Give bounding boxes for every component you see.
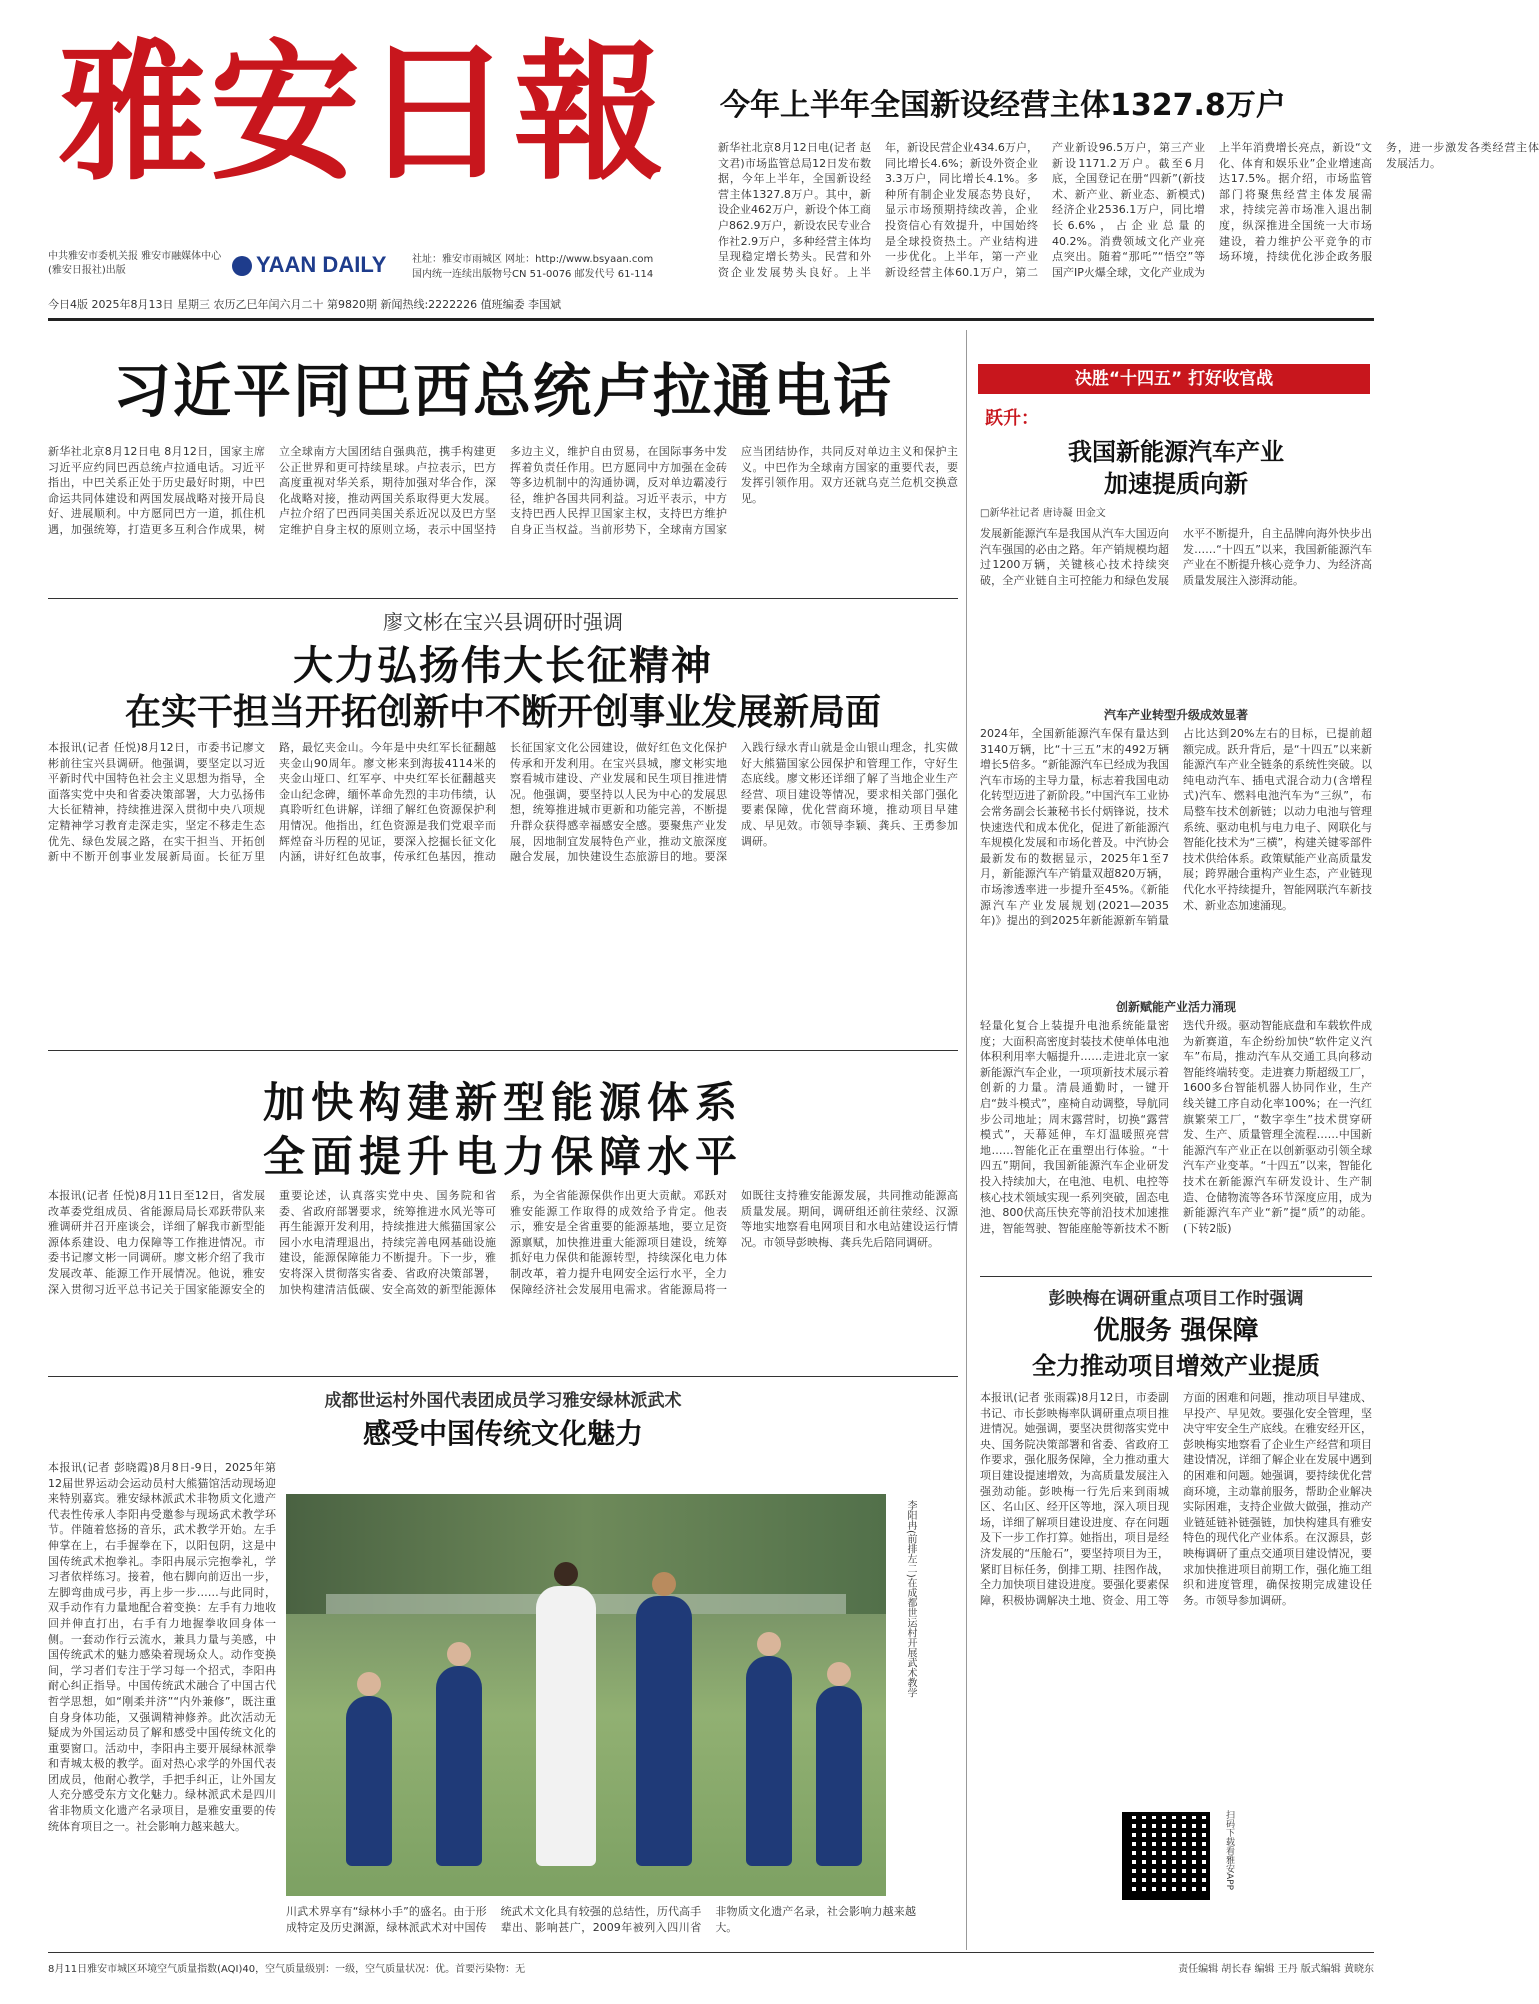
story2-text: 本报讯(记者 任悦)8月12日，市委书记廖文彬前往宝兴县调研。他强调，要坚定以习近平新时代中国特色社会主义思想为指导，全面落实党中央和省委决策部署，大力弘扬伟大长征精神，持续推进深入贯彻中央八项规定精神学习教育走深走实，坚定不移走生态优先、绿色发展之路，在实干担当、开拓创新中不断开创事业发展新局面。长征万里路，最忆夹金山。今年是中央红军长征翻越夹金山90周年。廖文彬来到海拔4114米的夹金山垭口、红军亭、中央红军长征翻越夹金山纪念碑，缅怀革命先烈的丰功伟绩，认真聆听红色讲解，详细了解红色资源保护利用情况。他指出，红色资源是我们党艰辛而辉煌奋斗历程的见证，要深入挖掘长征文化内涵，讲好红色故事，传承红色基因，推动长征国家文化公园建设，做好红色文化保护传承和开发利用。在宝兴县城，廖文彬实地察看城市建设、产业发展和民生项目推进情况。他强调，要坚持以人民为中心的发展思想，统筹推进城市更新和功能完善，不断提升群众获得感幸福感安全感。要聚焦产业发展，因地制宜发展特色产业，推动文旅深度融合发展，加快建设生态旅游目的地。要深入践行绿水青山就是金山银山理念，扎实做好大熊猫国家公园保护和管理工作，守好生态底线。廖文彬还详细了解了当地企业生产经营、项目建设等情况，要求相关部门强化要素保障，优化营商环境，推动项目早建成、早见效。市领导李颖、龚兵、王勇参加调研。 [48,741,958,864]
lead-text: 新华社北京8月12日电 8月12日，国家主席习近平应约同巴西总统卢拉通电话。习近平指出，中巴关系正处于历史最好时期，中巴命运共同体建设和两国发展战略对接开局良好、进展顺利。中方愿同巴方一道，抓住机遇，加强统筹，打造更多互利合作成果，树立全球南方大国团结自强典范，携手构建更公正世界和更可持续星球。卢拉表示，巴方高度重视对华关系，期待加强对华合作，深化战略对接，推动两国关系取得更大发展。卢拉介绍了巴西同美国关系近况以及巴方坚定维护自身主权的原则立场，表示中国坚持多边主义，维护自由贸易，在国际事务中发挥着负责任作用。巴方愿同中方加强在金砖等多边机制中的沟通协调，反对单边霸凌行径，维护各国共同利益。习近平表示，中方支持巴西人民捍卫国家主权，支持巴方维护自身正当权益。当前形势下，全球南方国家应当团结协作，共同反对单边主义和保护主义。中巴作为全球南方国家的重要代表，要发挥引领作用。双方还就乌克兰危机交换意见。 [48,445,958,536]
brand-english [232,252,386,278]
brand-globe-icon [232,256,252,276]
top-story-headline: 今年上半年全国新设经营主体1327.8万户 [720,88,1286,123]
publication-info [412,252,712,282]
publication-info-line2: 国内统一连续出版物号CN 51-0076 邮发代号 61-114 [412,269,654,280]
story2-divider [48,1050,958,1051]
photo-person-head [357,1672,381,1696]
qr-code[interactable] [1122,1812,1210,1900]
photo-person-head [652,1572,676,1596]
top-story-text: 新华社北京8月12日电(记者 赵文君)市场监管总局12日发布数据，今年上半年，全国新设经营主体1327.8万户。其中，新设企业462万户，新设个体工商户862.9万户，新设农民专业合作社2.9万户，多种经营主体均呈现稳定增长势头。民营和外资企业发展势头良好。上半年，新设民营企业434.6万户，同比增长4.6%；新设外资企业3.3万户，同比增长4.1%。多种所有制企业发展态势良好，显示市场预期持续改善，企业投资信心有效提升，中国始终是全球投资热土。产业结构进一步优化。上半年，第一产业新设经营主体60.1万户，第二产业新设96.5万户，第三产业新设1171.2万户。截至6月底，全国登记在册“四新”(新技术、新产业、新业态、新模式)经济企业2536.1万户，同比增长6.6%，占企业总量的40.2%。消费领域文化产业亮点突出。随着“那吒”“悟空”等国产IP火爆全球，文化产业成为上半年消费增长亮点，新设“文化、体育和娱乐业”企业增速高达17.5%。据介绍，市场监管部门将聚焦经营主体发展需求，持续完善市场准入退出制度，纵深推进全国统一大市场建设，着力维护公平竞争的市场环境，持续优化涉企政务服务，进一步激发各类经营主体发展活力。 [718,141,1539,279]
photo-caption-bottom: 川武术界享有“绿林小手”的盛名。由于形成特定及历史渊源，绿林派武术对中国传统武术文化具有较强的总结性，历代高手辈出、影响甚广，2009年被列入四川省非物质文化遗产名录，社会影响力越来越大。 [286,1905,916,1934]
footer-divider [48,1952,1374,1953]
photo-person [746,1656,792,1866]
photo-person-head [757,1632,781,1656]
footer-editors: 责任编辑 胡长春 编辑 王丹 版式编辑 黄晓东 [1178,1964,1374,1975]
story5-text: 本报讯(记者 张雨霖)8月12日，市委副书记、市长彭映梅率队调研重点项目推进情况。她强调，要坚决贯彻落实党中央、国务院决策部署和省委、省政府工作要求，强化服务保障，全力推动重大项目建设提速增效，为高质量发展注入强劲动能。彭映梅一行先后来到雨城区、名山区、经开区等地，深入项目现场，详细了解项目建设进度、存在问题及下一步工作打算。她指出，项目是经济发展的“压舱石”，要坚持项目为王，紧盯目标任务，倒排工期、挂图作战，全力加快项目建设进度。要强化要素保障，积极协调解决土地、资金、用工等方面的困难和问题，推动项目早建成、早投产、早见效。要强化安全管理，坚决守牢安全生产底线。在雅安经开区，彭映梅实地察看了企业生产经营和项目建设情况，详细了解企业在发展中遇到的困难和问题。她强调，要持续优化营商环境，主动靠前服务，帮助企业解决实际困难，支持企业做大做强，推动产业链延链补链强链，加快构建具有雅安特色的现代化产业体系。在汉源县，彭映梅调研了重点交通项目建设情况，要求加快推进项目前期工作，强化施工组织和进度管理，确保按期完成建设任务。市领导参加调研。 [980,1391,1372,1607]
right-divider [980,1276,1372,1277]
story3-headline-1: 加快构建新型能源体系 [262,1078,743,1127]
right-subhead-1: 汽车产业转型升级成效显著 [1103,708,1248,722]
right-text-3: 轻量化复合上装提升电池系统能量密度；大面积高密度封装技术使单体电池体积利用率大幅提升……走进北京一家新能源汽车企业，一项项新技术展示着创新的力量。清晨通勤时，一键开启“鼓斗模式”，座椅自动调整，导航同步公司地址；周末露营时，切换“露营模式”，天幕延伸，车灯温暖照亮营地……智能化正在重塑出行体验。“十四五”期间，我国新能源汽车企业研发投入持续加大，在电池、电机、电控等核心技术领域实现一系列突破，固态电池、800伏高压快充等前沿技术加速推进，智能驾驶、智能座舱等新技术不断迭代升级。驱动智能底盘和车载软件成为新赛道，车企纷纷加快“软件定义汽车”布局，推动汽车从交通工具向移动智能终端转变。走进赛力斯超级工厂，1600多台智能机器人协同作业，生产线关键工序自动化率100%；在一汽红旗繁荣工厂，“数字孪生”技术贯穿研发、生产、质量管理全流程……中国新能源汽车产业正在以创新驱动引领全球汽车产业变革。“十四五”以来，智能化技术在新能源汽车研发设计、生产制造、仓储物流等各环节深度应用，成为新能源汽车产业“新”提“质”的动能。(下转2版) [980,1019,1372,1235]
photo-person [346,1696,392,1866]
lead-headline: 习近平同巴西总统卢拉通电话 [112,357,893,425]
photo-instructor [536,1586,596,1866]
publication-info-line1: 社址：雅安市雨城区 网址：http://www.bsyaan.com [412,254,654,265]
lead-divider [48,598,958,599]
photo-person-head [447,1642,471,1666]
story4-headline: 感受中国传统文化魅力 [362,1417,643,1450]
photo-person [436,1666,482,1866]
story2-headline-2: 在实干担当开拓创新中不断开创事业发展新局面 [124,692,881,733]
section-banner: 决胜“十四五” 打好收官战 [978,364,1370,394]
photo-person-head [827,1662,851,1686]
series-label: 跃升： [985,408,1039,429]
brand-english-text: YAAN DAILY [256,252,387,277]
right-text-1: 发展新能源汽车是我国从汽车大国迈向汽车强国的必由之路。年产销规模均超过1200万辆，关键核心技术持续突破，全产业链自主可控能力和绿色发展水平不断提升，自主品牌向海外快步出发……“十四五”以来，我国新能源汽车产业在不断提升核心竞争力、为经济高质量发展注入澎湃动能。 [980,527,1372,587]
martial-arts-photo [286,1494,886,1896]
story2-kicker: 廖文彬在宝兴县调研时强调 [383,610,623,634]
masthead-logo: 雅安日報 [58,25,667,201]
right-subhead-2: 创新赋能产业活力涌现 [1115,1000,1236,1014]
footer-weather: 8月11日雅安市城区环境空气质量指数(AQI)40，空气质量级别：一级，空气质量状况：优。首要污染物：无 [48,1964,526,1975]
masthead-sponsor: 中共雅安市委机关报 雅安市融媒体中心(雅安日报社)出版 [48,251,222,276]
right-headline-1: 我国新能源汽车产业 [1068,438,1284,466]
story5-kicker: 彭映梅在调研重点项目工作时强调 [1048,1289,1304,1309]
photo-caption-side: 李阳冉(前排左二)在成都世运村开展武术教学 [905,1500,916,1698]
right-byline: □新华社记者 唐诗凝 田金文 [980,508,1106,519]
story5-headline-1: 优服务 强保障 [1093,1316,1259,1346]
right-headline-2: 加速提质向新 [1104,470,1248,498]
column-divider [966,330,967,1950]
footer [48,1960,1374,1975]
story4-text: 本报讯(记者 彭晓霞)8月8日-9日，2025年第12届世界运动会运动员村大熊猫馆活动现场迎来特别嘉宾。雅安绿林派武术非物质文化遗产代表性传承人李阳冉受邀参与现场武术教学环节。伴随着悠扬的音乐，武术教学开始。左手伸掌在上，右手握拳在下，以阳包阴，这是中国传统武术抱拳礼。李阳冉展示完抱拳礼，学习者依样练习。接着，他右脚向前迈出一步，左脚弯曲成弓步，再上步一步……与此同时，双手动作有力量地配合着变换：左手有力地收回并伸直打出，右手有力地握拳收回身体一侧。一套动作行云流水，兼具力量与美感，中国传统武术的魅力感染着现场众人。动作变换间，学习者们专注于学习每一个招式，李阳冉耐心纠正指导。中国传统武术融合了中国古代哲学思想，如“刚柔并济”“内外兼修”，既注重自身身体功能，又强调精神修养。此次活动无疑成为外国运动员了解和感受中国传统文化的重要窗口。活动中，李阳冉主要开展绿林派拳和青城太极的教学。面对热心求学的外国代表团成员，他耐心教学，手把手纠正，让外国友人充分感受东方文化魅力。绿林派武术是四川省非物质文化遗产名录项目，是雅安重要的传统体育项目之一。社会影响力越来越大。 [48,1461,276,1833]
story3-headline-2: 全面提升电力保障水平 [262,1132,743,1181]
date-line: 今日4版 2025年8月13日 星期三 农历乙巳年闰六月二十 第9820期 新闻热线:2222226 值班编委 李国斌 [48,298,562,311]
masthead-divider [48,318,1374,321]
qr-caption: 扫码下载看雅安APP [1224,1810,1234,1891]
photo-person [816,1686,862,1866]
right-text-2: 2024年，全国新能源汽车保有量达到3140万辆，比“十三五”末的492万辆增长5倍多。“新能源汽车已经成为我国汽车市场的主导力量，标志着我国电动化转型迈进了新阶段。”中国汽车工业协会常务副会长兼秘书长付炳锋说，技术快速迭代和成本优化，促进了新能源汽车规模化发展和市场化普及。中汽协会最新发布的数据显示，2025年1至7月，新能源汽车产销量双超820万辆，市场渗透率进一步提升至45%。《新能源汽车产业发展规划(2021—2035年)》提出的到2025年新能源新车销量占比达到20%左右的目标，已提前超额完成。跃升背后，是“十四五”以来新能源汽车产业全链条的系统性突破。以纯电动汽车、插电式混合动力(含增程式)汽车、燃料电池汽车为“三纵”，布局整车技术创新链；以动力电池与管理系统、驱动电机与电力电子、网联化与智能化技术为“三横”，构建关键零部件技术供给体系。政策赋能产业高质量发展；跨界融合重构产业生态，产业链现代化水平持续提升，智能网联汽车新技术、新业态加速涌现。 [980,727,1372,928]
story2-headline-1: 大力弘扬伟大长征精神 [293,643,713,689]
photo-instructor-head [554,1562,578,1586]
story3-text: 本报讯(记者 任悦)8月11日至12日，省发展改革委党组成员、省能源局局长邓跃带队来雅调研并召开座谈会，详细了解我市新型能源体系建设、电力保障等工作推进情况。市委书记廖文彬一同调研。廖文彬介绍了我市发展改革、能源工作开展情况。他说，雅安深入贯彻习近平总书记关于国家能源安全的重要论述，认真落实党中央、国务院和省委、省政府部署要求，统筹推进水风光等可再生能源开发利用，持续推进大熊猫国家公园小水电清理退出，持续完善电网基础设施建设，能源保障能力不断提升。下一步，雅安将深入贯彻落实省委、省政府决策部署，加快构建清洁低碳、安全高效的新型能源体系，为全省能源保供作出更大贡献。邓跃对雅安能源工作取得的成效给予肯定。他表示，雅安是全省重要的能源基地，要立足资源禀赋，加快推进重大能源项目建设，统筹抓好电力保供和能源转型，持续深化电力体制改革，着力提升电网安全运行水平，全力保障经济社会发展用电需求。省能源局将一如既往支持雅安能源发展，共同推动能源高质量发展。期间，调研组还前往荥经、汉源等地实地察看电网项目和水电站建设运行情况。市领导彭映梅、龚兵先后陪同调研。 [48,1189,958,1296]
story3-divider [48,1376,958,1377]
story5-headline-2: 全力推动项目增效产业提质 [1032,1352,1320,1380]
photo-person [636,1596,692,1866]
story4-kicker: 成都世运村外国代表团成员学习雅安绿林派武术 [324,1391,682,1411]
